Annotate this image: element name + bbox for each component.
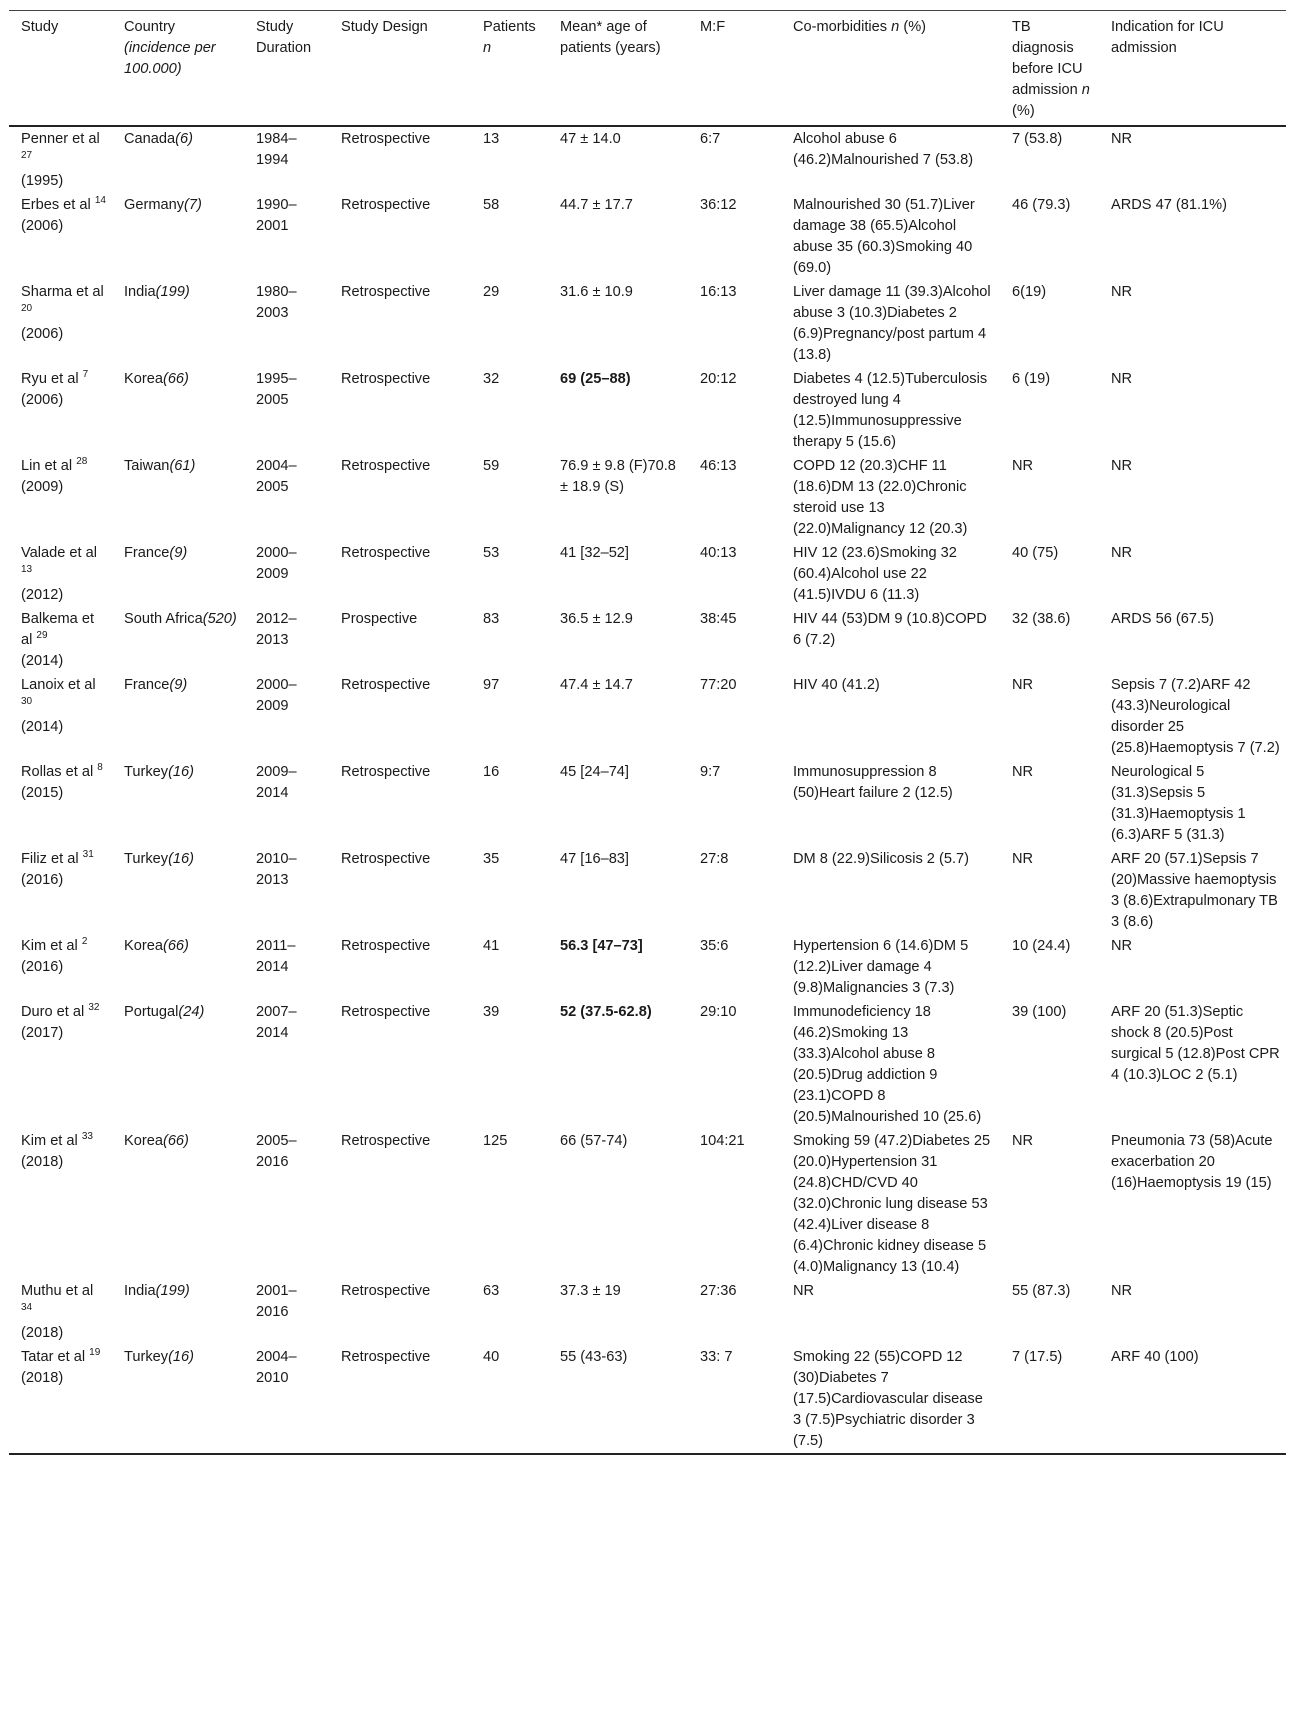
cell-age: 31.6 ± 10.9: [560, 284, 633, 300]
cell-patients: 16: [483, 764, 500, 780]
header-design: Study Design: [341, 19, 428, 35]
header-country: Country (incidence per 100.000): [124, 19, 216, 77]
cell-mf: 46:13: [700, 458, 737, 474]
cell-patients: 97: [483, 677, 500, 693]
cell-tb-diagnosis: NR: [1012, 458, 1034, 474]
table-header: [9, 11, 1286, 127]
table-row: [9, 193, 1286, 280]
cell-comorbidities: HIV 44 (53)DM 9 (10.8)COPD 6 (7.2): [793, 611, 987, 648]
cell-comorbidities: HIV 12 (23.6)Smoking 32 (60.4)Alcohol use 22 (41.5)IVDU 6 (11.3): [793, 545, 957, 603]
cell-mf: 38:45: [700, 611, 737, 627]
cell-country: Germany(7): [124, 197, 202, 213]
header-duration: Study Duration: [256, 19, 312, 56]
cell-tb-diagnosis: NR: [1012, 1133, 1034, 1149]
cell-country: Korea(66): [124, 1133, 189, 1149]
cell-mf: 35:6: [700, 938, 729, 954]
cell-country: India(199): [124, 1283, 190, 1299]
study-table-container: [9, 10, 1286, 1455]
cell-duration: 2012–2013: [256, 611, 297, 648]
cell-country: France(9): [124, 677, 188, 693]
cell-design: Retrospective: [341, 197, 431, 213]
cell-age: 47.4 ± 14.7: [560, 677, 633, 693]
header-comorbidities: Co-morbidities n (%): [793, 19, 927, 35]
cell-study: Tatar et al $^{19}$ (2018): [21, 1347, 101, 1386]
cell-design: Prospective: [341, 611, 418, 627]
cell-icu-indication: Sepsis 7 (7.2)ARF 42 (43.3)Neurological disorder 25 (25.8)Haemoptysis 7 (7.2): [1111, 677, 1280, 756]
cell-icu-indication: NR: [1111, 938, 1133, 954]
cell-age: 37.3 ± 19: [560, 1283, 621, 1299]
cell-duration: 2004–2005: [256, 458, 297, 495]
cell-country: Korea(66): [124, 371, 189, 387]
cell-age: 47 [16–83]: [560, 851, 629, 867]
cell-age: 76.9 ± 9.8 (F)70.8 ± 18.9 (S): [560, 458, 676, 495]
cell-country: South Africa(520): [124, 611, 237, 627]
cell-design: Retrospective: [341, 1004, 431, 1020]
cell-tb-diagnosis: 32 (38.6): [1012, 611, 1071, 627]
cell-country: France(9): [124, 545, 188, 561]
cell-age: 56.3 [47–73]: [560, 938, 643, 954]
table-row: [9, 126, 1286, 193]
header-study: Study: [21, 19, 59, 35]
cell-tb-diagnosis: 6 (19): [1012, 371, 1051, 387]
cell-tb-diagnosis: 7 (17.5): [1012, 1349, 1063, 1365]
cell-country: Turkey(16): [124, 851, 195, 867]
cell-mf: 27:8: [700, 851, 729, 867]
cell-comorbidities: DM 8 (22.9)Silicosis 2 (5.7): [793, 851, 969, 867]
cell-design: Retrospective: [341, 458, 431, 474]
cell-country: Canada(6): [124, 131, 193, 147]
cell-tb-diagnosis: NR: [1012, 851, 1034, 867]
cell-mf: 6:7: [700, 131, 721, 147]
cell-mf: 77:20: [700, 677, 737, 693]
cell-duration: 2011–2014: [256, 938, 296, 975]
cell-country: Korea(66): [124, 938, 189, 954]
cell-icu-indication: Neurological 5 (31.3)Sepsis 5 (31.3)Haemoptysis 1 (6.3)ARF 5 (31.3): [1111, 764, 1246, 843]
cell-design: Retrospective: [341, 938, 431, 954]
cell-age: 47 ± 14.0: [560, 131, 621, 147]
cell-icu-indication: ARDS 47 (81.1%): [1111, 197, 1227, 213]
header-icu-indication: Indication for ICU admission: [1111, 19, 1224, 56]
header-age: Mean* age of patients (years): [560, 19, 661, 56]
cell-mf: 33: 7: [700, 1349, 733, 1365]
cell-icu-indication: ARF 20 (57.1)Sepsis 7 (20)Massive haemoptysis 3 (8.6)Extrapulmonary TB 3 (8.6): [1111, 851, 1278, 930]
cell-duration: 2004–2010: [256, 1349, 297, 1386]
cell-patients: 35: [483, 851, 500, 867]
cell-tb-diagnosis: 40 (75): [1012, 545, 1059, 561]
cell-mf: 20:12: [700, 371, 737, 387]
cell-icu-indication: NR: [1111, 545, 1133, 561]
cell-tb-diagnosis: 55 (87.3): [1012, 1283, 1071, 1299]
cell-study: Kim et al $^{33}$ (2018): [21, 1131, 93, 1170]
cell-comorbidities: Alcohol abuse 6 (46.2)Malnourished 7 (53.8): [793, 131, 974, 168]
cell-duration: 2005–2016: [256, 1133, 297, 1170]
cell-design: Retrospective: [341, 677, 431, 693]
cell-tb-diagnosis: 39 (100): [1012, 1004, 1067, 1020]
cell-age: 55 (43-63): [560, 1349, 628, 1365]
cell-study: Duro et al $^{32}$ (2017): [21, 1002, 100, 1041]
cell-duration: 1995–2005: [256, 371, 297, 408]
cell-tb-diagnosis: 7 (53.8): [1012, 131, 1063, 147]
cell-study: Sharma et al $^{20}$ (2006): [21, 284, 104, 342]
cell-tb-diagnosis: 10 (24.4): [1012, 938, 1071, 954]
cell-mf: 36:12: [700, 197, 737, 213]
cell-design: Retrospective: [341, 1283, 431, 1299]
cell-duration: 2010–2013: [256, 851, 297, 888]
cell-patients: 40: [483, 1349, 500, 1365]
cell-age: 45 [24–74]: [560, 764, 629, 780]
table-row: [9, 541, 1286, 607]
cell-tb-diagnosis: 6(19): [1012, 284, 1047, 300]
table-body: [9, 126, 1286, 1454]
cell-icu-indication: ARF 20 (51.3)Septic shock 8 (20.5)Post surgical 5 (12.8)Post CPR 4 (10.3)LOC 2 (5.1): [1111, 1004, 1280, 1083]
cell-design: Retrospective: [341, 131, 431, 147]
cell-patients: 41: [483, 938, 500, 954]
cell-patients: 59: [483, 458, 500, 474]
cell-country: India(199): [124, 284, 190, 300]
cell-study: Rollas et al $^8$ (2015): [21, 762, 103, 801]
cell-duration: 1990–2001: [256, 197, 297, 234]
cell-tb-diagnosis: 46 (79.3): [1012, 197, 1071, 213]
table-row: [9, 1000, 1286, 1129]
study-table: [9, 10, 1286, 1455]
cell-study: Kim et al $^2$ (2016): [21, 936, 88, 975]
cell-age: 52 (37.5-62.8): [560, 1004, 652, 1020]
cell-duration: 2001–2016: [256, 1283, 297, 1320]
cell-study: Lin et al $^{28}$ (2009): [21, 456, 88, 495]
cell-mf: 16:13: [700, 284, 737, 300]
cell-patients: 29: [483, 284, 500, 300]
header-tb-diagnosis: TB diagnosis before ICU admission n (%): [1012, 19, 1090, 119]
table-row: [9, 760, 1286, 847]
cell-country: Turkey(16): [124, 764, 195, 780]
cell-study: Lanoix et al $^{30}$ (2014): [21, 677, 96, 735]
cell-patients: 125: [483, 1133, 508, 1149]
table-row: [9, 934, 1286, 1000]
table-row: [9, 454, 1286, 541]
header-patients: Patients n: [483, 19, 536, 56]
cell-age: 44.7 ± 17.7: [560, 197, 633, 213]
cell-design: Retrospective: [341, 371, 431, 387]
table-row: [9, 280, 1286, 367]
cell-tb-diagnosis: NR: [1012, 677, 1034, 693]
cell-age: 41 [32–52]: [560, 545, 629, 561]
cell-duration: 2000–2009: [256, 545, 297, 582]
cell-country: Taiwan(61): [124, 458, 196, 474]
cell-duration: 2009–2014: [256, 764, 297, 801]
cell-comorbidities: Immunodeficiency 18 (46.2)Smoking 13 (33.3)Alcohol abuse 8 (20.5)Drug addiction 9 (23.1)COPD 8 (20.5)Malnourished 10 (25.6): [793, 1004, 982, 1125]
cell-mf: 104:21: [700, 1133, 745, 1149]
cell-icu-indication: NR: [1111, 458, 1133, 474]
cell-patients: 83: [483, 611, 500, 627]
cell-design: Retrospective: [341, 851, 431, 867]
cell-icu-indication: NR: [1111, 1283, 1133, 1299]
cell-age: 69 (25–88): [560, 371, 631, 387]
cell-comorbidities: Diabetes 4 (12.5)Tuberculosis destroyed lung 4 (12.5)Immunosuppressive therapy 5 (15.6): [793, 371, 988, 450]
cell-icu-indication: NR: [1111, 131, 1133, 147]
table-row: [9, 847, 1286, 934]
table-row: [9, 673, 1286, 760]
cell-comorbidities: HIV 40 (41.2): [793, 677, 880, 693]
cell-icu-indication: ARF 40 (100): [1111, 1349, 1199, 1365]
cell-mf: 9:7: [700, 764, 721, 780]
cell-age: 66 (57-74): [560, 1133, 628, 1149]
cell-design: Retrospective: [341, 545, 431, 561]
cell-duration: 2000–2009: [256, 677, 297, 714]
cell-study: Ryu et al $^7$ (2006): [21, 369, 89, 408]
cell-patients: 63: [483, 1283, 500, 1299]
cell-duration: 1980–2003: [256, 284, 297, 321]
cell-study: Filiz et al $^{31}$ (2016): [21, 849, 94, 888]
cell-icu-indication: NR: [1111, 284, 1133, 300]
cell-icu-indication: NR: [1111, 371, 1133, 387]
cell-comorbidities: COPD 12 (20.3)CHF 11 (18.6)DM 13 (22.0)Chronic steroid use 13 (22.0)Malignancy 12 (20.3): [793, 458, 968, 537]
table-row: [9, 607, 1286, 673]
cell-study: Muthu et al $^{34}$ (2018): [21, 1283, 94, 1341]
table-row: [9, 1279, 1286, 1345]
cell-patients: 13: [483, 131, 500, 147]
cell-comorbidities: Smoking 59 (47.2)Diabetes 25 (20.0)Hypertension 31 (24.8)CHD/CVD 40 (32.0)Chronic lung disease 53 (42.4)Liver disease 8 (6.4)Chronic kidney disease 5 (4.0)Malignancy 13 (10.4): [793, 1133, 991, 1275]
cell-study: Valade et al $^{13}$ (2012): [21, 545, 97, 603]
cell-patients: 58: [483, 197, 500, 213]
cell-age: 36.5 ± 12.9: [560, 611, 633, 627]
cell-icu-indication: Pneumonia 73 (58)Acute exacerbation 20 (16)Haemoptysis 19 (15): [1111, 1133, 1273, 1191]
cell-patients: 32: [483, 371, 500, 387]
cell-study: Penner et al $^{27}$ (1995): [21, 131, 100, 189]
cell-comorbidities: NR: [793, 1283, 815, 1299]
cell-patients: 39: [483, 1004, 500, 1020]
cell-study: Erbes et al $^{14}$ (2006): [21, 195, 106, 234]
table-row: [9, 1345, 1286, 1454]
cell-country: Portugal(24): [124, 1004, 205, 1020]
cell-country: Turkey(16): [124, 1349, 195, 1365]
cell-study: Balkema et al $^{29}$ (2014): [21, 611, 95, 669]
cell-comorbidities: Smoking 22 (55)COPD 12 (30)Diabetes 7 (17.5)Cardiovascular disease 3 (7.5)Psychiatric disorder 3 (7.5): [793, 1349, 983, 1449]
cell-comorbidities: Immunosuppression 8 (50)Heart failure 2 (12.5): [793, 764, 953, 801]
cell-patients: 53: [483, 545, 500, 561]
cell-mf: 27:36: [700, 1283, 737, 1299]
header-mf: M:F: [700, 19, 726, 35]
table-row: [9, 367, 1286, 454]
cell-duration: 2007–2014: [256, 1004, 297, 1041]
cell-duration: 1984–1994: [256, 131, 297, 168]
cell-tb-diagnosis: NR: [1012, 764, 1034, 780]
cell-icu-indication: ARDS 56 (67.5): [1111, 611, 1215, 627]
cell-comorbidities: Malnourished 30 (51.7)Liver damage 38 (65.5)Alcohol abuse 35 (60.3)Smoking 40 (69.0): [793, 197, 975, 276]
cell-design: Retrospective: [341, 764, 431, 780]
cell-mf: 29:10: [700, 1004, 737, 1020]
cell-design: Retrospective: [341, 1133, 431, 1149]
cell-comorbidities: Liver damage 11 (39.3)Alcohol abuse 3 (10.3)Diabetes 2 (6.9)Pregnancy/post partum 4 (13.8): [793, 284, 991, 363]
cell-design: Retrospective: [341, 284, 431, 300]
cell-mf: 40:13: [700, 545, 737, 561]
table-row: [9, 1129, 1286, 1279]
cell-comorbidities: Hypertension 6 (14.6)DM 5 (12.2)Liver damage 4 (9.8)Malignancies 3 (7.3): [793, 938, 969, 996]
cell-design: Retrospective: [341, 1349, 431, 1365]
